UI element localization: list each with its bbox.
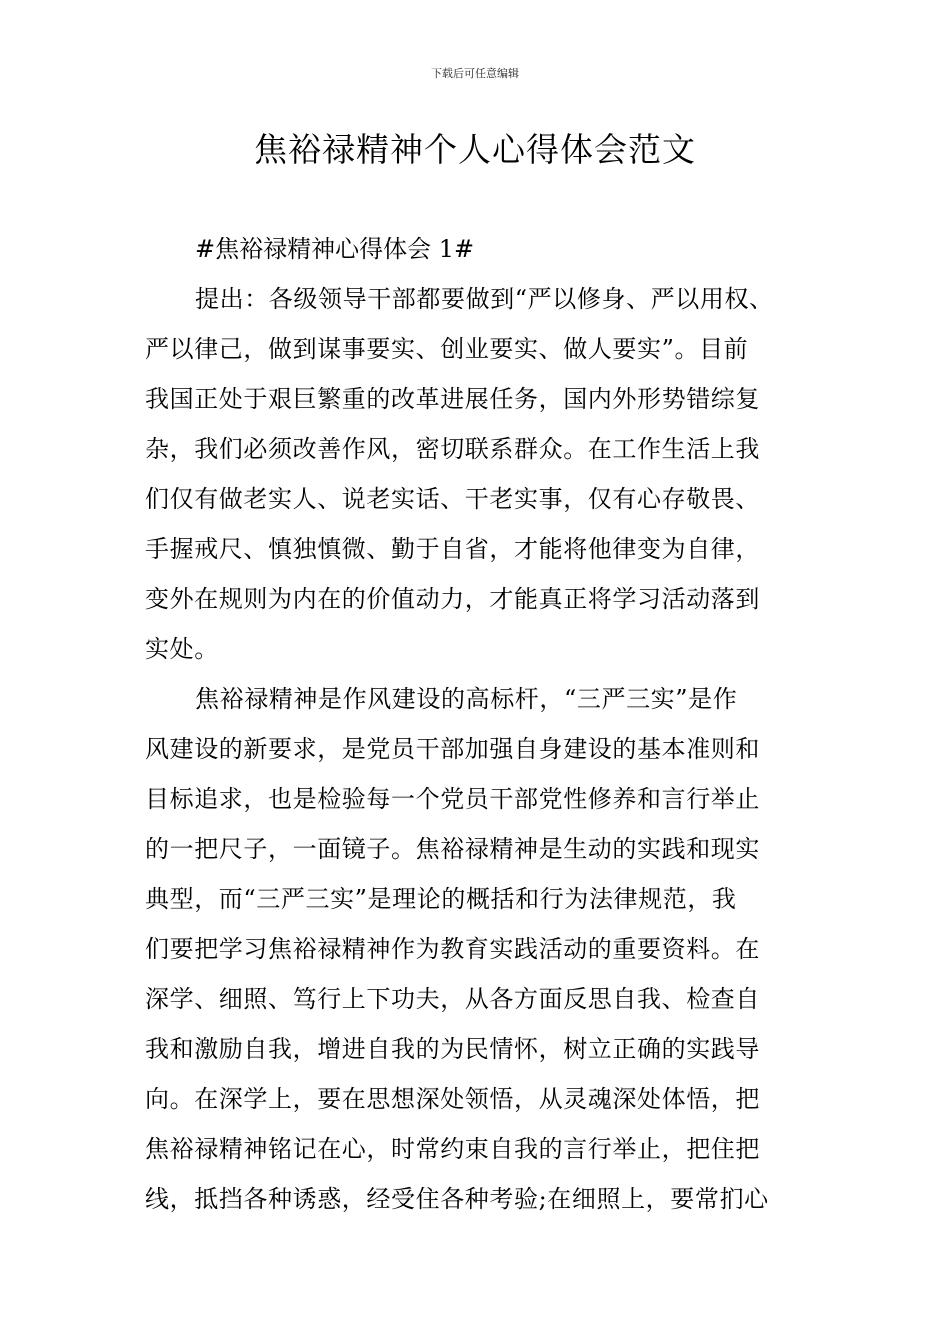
text-line: 我国正处于艰巨繁重的改革进展任务，国内外形势错综复 xyxy=(145,385,760,413)
text-line: 实处。 xyxy=(145,635,219,663)
paragraph-1 xyxy=(145,274,835,674)
text-line: 典型，而“三严三实”是理论的概括和行为法律规范，我 xyxy=(145,885,737,913)
text-line: 严以律己，做到谋事要实、创业要实、做人要实”。目前 xyxy=(145,335,749,363)
document-body xyxy=(145,224,835,1224)
text-line: 目标追求，也是检验每一个党员干部党性修养和言行举止 xyxy=(145,785,760,813)
text-line: 们仅有做老实人、说老实话、干老实事，仅有心存敬畏、 xyxy=(145,485,760,513)
text-line: 我和激励自我，增进自我的为民情怀，树立正确的实践导 xyxy=(145,1035,760,1063)
text-line: 提出：各级领导干部都要做到“严以修身、严以用权、 xyxy=(195,285,774,313)
text-line: 手握戒尺、慎独慎微、勤于自省，才能将他律变为自律， xyxy=(145,535,760,563)
text-line: 焦裕禄精神是作风建设的高标杆，“三严三实”是作 xyxy=(195,685,738,713)
text-line: 变外在规则为内在的价值动力，才能真正将学习活动落到 xyxy=(145,585,760,613)
text-line: 们要把学习焦裕禄精神作为教育实践活动的重要资料。在 xyxy=(145,935,760,963)
text-line: 的一把尺子，一面镜子。焦裕禄精神是生动的实践和现实 xyxy=(145,835,760,863)
header-note: 下载后可任意编辑 xyxy=(431,67,519,80)
section-heading: #焦裕禄精神心得体会 1# xyxy=(195,235,475,263)
paragraph-2 xyxy=(145,674,835,1224)
text-line: 焦裕禄精神铭记在心，时常约束自我的言行举止，把住把 xyxy=(145,1135,760,1163)
page-title: 焦裕禄精神个人心得体会范文 xyxy=(254,130,696,169)
text-line: 向。在深学上，要在思想深处领悟，从灵魂深处体悟，把 xyxy=(145,1085,760,1113)
text-line: 风建设的新要求，是党员干部加强自身建设的基本准则和 xyxy=(145,735,760,763)
text-line: 深学、细照、笃行上下功夫，从各方面反思自我、检查自 xyxy=(145,985,760,1013)
text-line: 杂，我们必须改善作风，密切联系群众。在工作生活上我 xyxy=(145,435,760,463)
text-line: 线，抵挡各种诱惑，经受住各种考验;在细照上，要常扪心 xyxy=(145,1185,769,1213)
